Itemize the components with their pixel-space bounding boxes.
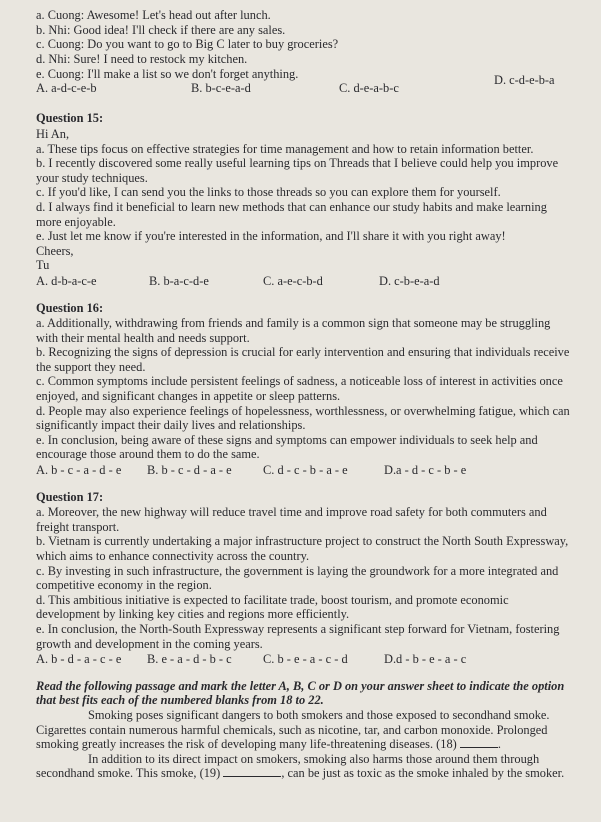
passage-p2-end: , can be just as toxic as the smoke inhaled by the smoker. (281, 766, 565, 781)
passage-p2-start: In addition to its direct impact on smokers, smoking also harms those around them through secondhand smoke. This smoke, (19) (36, 751, 540, 781)
q15-line-e: e. Just let me know if you're interested in the information, and I'll share it with you right away! (36, 229, 506, 244)
q15-signoff: Cheers, (36, 243, 74, 258)
q17-line-a: a. Moreover, the new highway will reduce travel time and improve road safety for both commuters and freight transport. (36, 505, 547, 534)
q14-line-c: c. Cuong: Do you want to go to Big C later to buy groceries? (36, 37, 339, 52)
passage-p1-text: Smoking poses significant dangers to both smokers and those exposed to secondhand smoke. Cigarettes contain numerous harmful chemicals, such as nicotine, tar, and carbon monoxide. Prolonged smoking greatly increases the risk of developing many life-threatening diseases. (18) (36, 707, 550, 752)
q16-title: Question 16: (36, 300, 104, 315)
q15-greeting: Hi An, (36, 126, 70, 141)
blank-19[interactable] (223, 766, 281, 777)
q14-options-row (36, 67, 571, 97)
q17-option-b[interactable]: B. e - a - d - b - c (147, 652, 232, 667)
q17-line-b: b. Vietnam is currently undertaking a major infrastructure project to construct the North South Expressway, which aims to enhance connectivity across the country. (36, 534, 569, 563)
question-16-block (36, 301, 571, 478)
q14-option-d[interactable]: D. c-d-e-b-a (494, 73, 555, 88)
q16-line-d: d. People may also experience feelings of hopelessness, worthlessness, or overwhelming fatigue, which can significantly impact their daily lives and relationships. (36, 403, 570, 433)
q14-line-e: e. Cuong: I'll make a list so we don't forget anything. (36, 67, 299, 82)
passage-p1-end: . (497, 737, 502, 752)
q14-line-d: d. Nhi: Sure! I need to restock my kitchen. (36, 51, 248, 66)
passage-paragraph-2 (36, 752, 571, 781)
q14-option-c[interactable]: C. d-e-a-b-c (339, 81, 399, 96)
q15-line-a: a. These tips focus on effective strategies for time management and how to retain information better. (36, 141, 534, 156)
q15-title: Question 15: (36, 111, 104, 126)
q17-line-d: d. This ambitious initiative is expected to facilitate trade, boost tourism, and promote economic development by linking key cities and regions more efficiently. (36, 592, 509, 622)
q15-line-b: b. I recently discovered some really useful learning tips on Threads that I believe could help you improve your study techniques. (36, 156, 559, 185)
q15-option-c[interactable]: C. a-e-c-b-d (263, 273, 323, 288)
q15-signature: Tu (36, 258, 50, 273)
q16-line-e: e. In conclusion, being aware of these signs and symptoms can empower individuals to seek help and encourage those around them to do the same. (36, 432, 538, 462)
blank-18[interactable] (460, 737, 498, 748)
q14-option-b[interactable]: B. b-c-e-a-d (191, 81, 251, 96)
question-17-block (36, 490, 571, 667)
q17-title: Question 17: (36, 489, 104, 504)
q15-option-d[interactable]: D. c-b-e-a-d (379, 273, 440, 288)
question-14-block (36, 8, 571, 97)
q16-options-row (36, 463, 571, 478)
q16-option-a[interactable]: A. b - c - a - d - e (36, 463, 122, 478)
q15-options-row (36, 274, 571, 289)
q16-option-b[interactable]: B. b - c - d - a - e (147, 463, 232, 478)
passage-paragraph-1 (36, 708, 571, 752)
q16-option-d[interactable]: D.a - d - c - b - e (384, 463, 467, 478)
question-15-block (36, 111, 571, 288)
q15-option-b[interactable]: B. b-a-c-d-e (149, 273, 209, 288)
q14-option-a[interactable]: A. a-d-c-e-b (36, 81, 97, 96)
reading-passage-block (36, 679, 571, 781)
q17-line-c: c. By investing in such infrastructure, the government is laying the groundwork for a more integrated and competitive economy in the region. (36, 563, 559, 593)
q16-line-c: c. Common symptoms include persistent feelings of sadness, a noticeable loss of interest in activities once enjoyed, and significant changes in appetite or sleep patterns. (36, 374, 563, 404)
q17-options-row (36, 652, 571, 667)
passage-instruction: Read the following passage and mark the letter A, B, C or D on your answer sheet to indicate the option that best fits each of the numbered blanks from 18 to 22. (36, 678, 565, 708)
q17-option-a[interactable]: A. b - d - a - c - e (36, 652, 122, 667)
q17-line-e: e. In conclusion, the North-South Expressway represents a significant step forward for Vietnam, fostering growth and development in the coming years. (36, 621, 560, 651)
q17-option-c[interactable]: C. b - e - a - c - d (263, 652, 348, 667)
q17-option-d[interactable]: D.d - b - e - a - c (384, 652, 467, 667)
q16-line-b: b. Recognizing the signs of depression is crucial for early intervention and ensuring that individuals receive the support they need. (36, 345, 570, 374)
q16-option-c[interactable]: C. d - c - b - a - e (263, 463, 348, 478)
q14-line-a: a. Cuong: Awesome! Let's head out after lunch. (36, 8, 271, 22)
q15-line-c: c. If you'd like, I can send you the links to those threads so you can explore them for yourself. (36, 185, 501, 200)
q14-line-b: b. Nhi: Good idea! I'll check if there are any sales. (36, 22, 286, 37)
q16-line-a: a. Additionally, withdrawing from friends and family is a common sign that someone may be struggling with their mental health and needs support. (36, 316, 551, 345)
q15-option-a[interactable]: A. d-b-a-c-e (36, 273, 97, 288)
q15-line-d: d. I always find it beneficial to learn new methods that can enhance our study habits and make learning more enjoyable. (36, 199, 547, 229)
